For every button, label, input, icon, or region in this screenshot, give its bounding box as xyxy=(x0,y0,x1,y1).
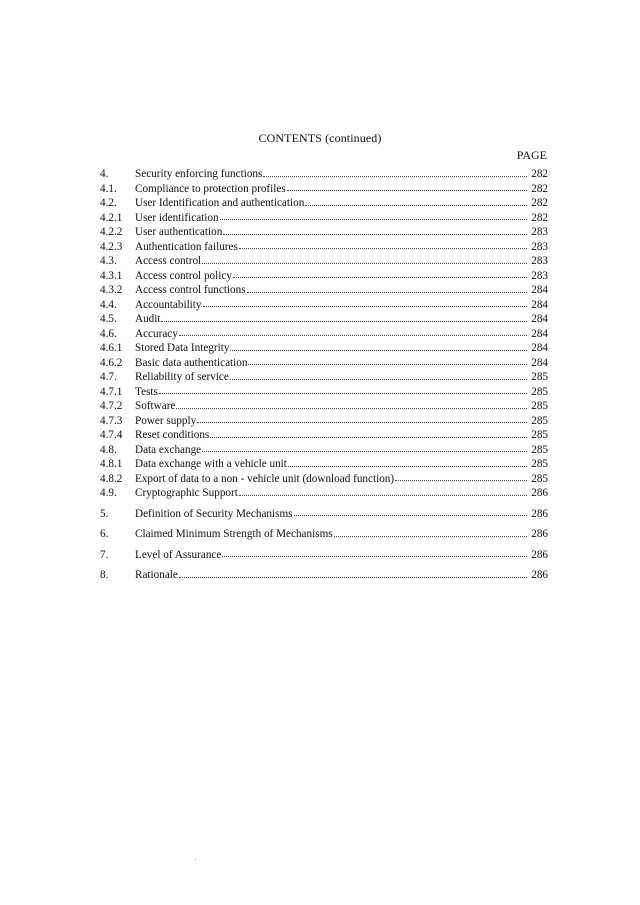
toc-page-number: 286 xyxy=(531,569,548,581)
toc-page-number: 285 xyxy=(531,458,548,470)
page-column-header: PAGE xyxy=(516,148,547,162)
page-title: CONTENTS (continued) xyxy=(258,131,382,145)
toc-page-number: 286 xyxy=(531,548,548,561)
toc-section-number: 4.1. xyxy=(100,182,117,195)
toc-page-number: 284 xyxy=(531,327,548,340)
toc-section-number: 4.2.1 xyxy=(100,211,123,224)
toc-dot-leader xyxy=(202,450,527,452)
toc-dot-leader xyxy=(197,421,527,423)
toc-row[interactable] xyxy=(100,486,548,501)
toc-section-number: 4. xyxy=(100,168,109,180)
toc-section-title: Stored Data Integrity xyxy=(135,342,230,354)
toc-page-number: 284 xyxy=(531,284,548,296)
toc-dot-leader xyxy=(176,407,527,409)
toc-row[interactable] xyxy=(100,240,548,255)
toc-section-title: Compliance to protection profiles xyxy=(135,182,286,195)
toc-dot-leader xyxy=(161,320,527,322)
toc-section-title: Data exchange with a vehicle unit xyxy=(135,458,287,470)
toc-section-title: Rationale xyxy=(135,569,178,581)
toc-section-number: 4.6.2 xyxy=(100,356,123,369)
toc-section-number: 6. xyxy=(100,528,109,540)
toc-row[interactable] xyxy=(100,414,548,429)
toc-section-number: 4.3.1 xyxy=(100,269,123,282)
toc-section-title: Definition of Security Mechanisms xyxy=(135,507,293,520)
toc-row[interactable] xyxy=(100,568,548,583)
toc-dot-leader xyxy=(288,465,527,467)
toc-row[interactable] xyxy=(100,167,548,182)
toc-row[interactable] xyxy=(100,548,548,563)
toc-section-title: Audit xyxy=(135,313,161,325)
toc-section-number: 4.3. xyxy=(100,255,117,267)
toc-dot-leader xyxy=(159,392,527,394)
toc-row[interactable] xyxy=(100,507,548,522)
toc-section-number: 4.7.1 xyxy=(100,385,123,398)
toc-page-number: 285 xyxy=(531,400,548,412)
toc-section-number: 4.2. xyxy=(100,197,117,209)
toc-section-title: Export of data to a non - vehicle unit (download function) xyxy=(135,472,395,485)
toc-row[interactable] xyxy=(100,341,548,356)
toc-section-title: Software xyxy=(135,400,176,412)
toc-page-number: 283 xyxy=(531,269,548,282)
toc-page-number: 283 xyxy=(531,240,548,253)
toc-section-number: 4.6.1 xyxy=(100,342,123,354)
toc-row[interactable] xyxy=(100,385,548,400)
toc-row[interactable] xyxy=(100,327,548,342)
toc-section-title: Level of Assurance xyxy=(135,548,222,561)
toc-dot-leader xyxy=(222,555,527,557)
toc-dot-leader xyxy=(202,262,527,264)
toc-section-title: Accountability xyxy=(135,298,202,311)
toc-section-number: 4.4. xyxy=(100,298,117,311)
toc-row[interactable] xyxy=(100,472,548,487)
scan-speck xyxy=(195,859,196,860)
toc-section-title: Tests xyxy=(135,385,158,398)
toc-section-title: Accuracy xyxy=(135,327,178,340)
toc-section-number: 4.3.2 xyxy=(100,284,123,296)
toc-section-number: 8. xyxy=(100,569,109,581)
toc-page-number: 286 xyxy=(531,528,548,540)
toc-section-number: 4.2.2 xyxy=(100,226,123,238)
toc-page-number: 284 xyxy=(531,356,548,369)
toc-dot-leader xyxy=(305,204,527,206)
toc-page-number: 286 xyxy=(531,487,548,499)
toc-section-title: User identification xyxy=(135,211,219,224)
toc-page-number: 285 xyxy=(531,371,548,383)
toc-section-number: 7. xyxy=(100,548,109,561)
toc-page-number: 284 xyxy=(531,342,548,354)
toc-row[interactable] xyxy=(100,370,548,385)
toc-section-number: 4.8. xyxy=(100,443,117,456)
toc-section-title: Claimed Minimum Strength of Mechanisms xyxy=(135,528,333,540)
toc-page-number: 282 xyxy=(531,197,548,209)
toc-page-number: 285 xyxy=(531,472,548,485)
toc-dot-leader xyxy=(230,349,527,351)
toc-row[interactable] xyxy=(100,457,548,472)
toc-row[interactable] xyxy=(100,428,548,443)
toc-page-number: 282 xyxy=(531,211,548,224)
toc-section-number: 4.6. xyxy=(100,327,117,340)
toc-section-title: Cryptographic Support xyxy=(135,487,238,499)
toc-row[interactable] xyxy=(100,298,548,313)
toc-section-title: Basic data authentication xyxy=(135,356,248,369)
toc-section-title: Data exchange xyxy=(135,443,202,456)
toc-section-title: Security enforcing functions xyxy=(135,168,263,180)
toc-row[interactable] xyxy=(100,527,548,542)
toc-page-number: 284 xyxy=(531,313,548,325)
toc-row[interactable] xyxy=(100,254,548,269)
toc-section-title: Reliability of service xyxy=(135,371,229,383)
toc-page-number: 285 xyxy=(531,414,548,427)
toc-row[interactable] xyxy=(100,399,548,414)
toc-page-number: 286 xyxy=(531,507,548,520)
toc-row[interactable] xyxy=(100,211,548,226)
toc-dot-leader xyxy=(179,334,527,336)
toc-row[interactable] xyxy=(100,269,548,284)
toc-section-title: Access control xyxy=(135,255,202,267)
toc-page-number: 284 xyxy=(531,298,548,311)
toc-section-number: 4.7. xyxy=(100,371,117,383)
toc-page-number: 285 xyxy=(531,443,548,456)
toc-dot-leader xyxy=(223,233,527,235)
toc-dot-leader xyxy=(248,363,527,365)
toc-row[interactable] xyxy=(100,356,548,371)
toc-dot-leader xyxy=(334,535,527,537)
toc-section-title: Access control functions xyxy=(135,284,246,296)
toc-section-title: Reset conditions xyxy=(135,429,210,441)
toc-section-title: Authentication failures xyxy=(135,240,238,253)
toc-dot-leader xyxy=(294,514,527,516)
toc-section-number: 4.7.4 xyxy=(100,429,123,441)
toc-section-number: 4.2.3 xyxy=(100,240,123,253)
toc-dot-leader xyxy=(210,436,527,438)
toc-page-number: 285 xyxy=(531,429,548,441)
toc-page-number: 282 xyxy=(531,168,548,180)
toc-page-number: 283 xyxy=(531,226,548,238)
toc-dot-leader xyxy=(220,218,527,220)
toc-section-number: 4.7.2 xyxy=(100,400,123,412)
toc-section-number: 4.8.1 xyxy=(100,458,123,470)
toc-section-title: User Identification and authentication xyxy=(135,197,305,209)
toc-row[interactable] xyxy=(100,283,548,298)
toc-section-title: Power supply xyxy=(135,414,197,427)
toc-row[interactable] xyxy=(100,196,548,211)
toc-section-number: 5. xyxy=(100,507,109,520)
toc-dot-leader xyxy=(247,291,527,293)
toc-section-number: 4.7.3 xyxy=(100,414,123,427)
toc-section-title: Access control policy xyxy=(135,269,232,282)
toc-section-number: 4.9. xyxy=(100,487,117,499)
table-of-contents xyxy=(100,167,548,583)
toc-row[interactable] xyxy=(100,182,548,197)
toc-dot-leader xyxy=(233,276,527,278)
toc-dot-leader xyxy=(395,479,527,481)
toc-row[interactable] xyxy=(100,225,548,240)
toc-dot-leader xyxy=(230,378,527,380)
toc-page-number: 283 xyxy=(531,255,548,267)
toc-section-number: 4.8.2 xyxy=(100,472,123,485)
toc-row[interactable] xyxy=(100,312,548,327)
toc-dot-leader xyxy=(239,494,527,496)
toc-row[interactable] xyxy=(100,443,548,458)
toc-dot-leader xyxy=(263,175,527,177)
toc-dot-leader xyxy=(203,305,528,307)
toc-dot-leader xyxy=(287,189,527,191)
toc-page-number: 282 xyxy=(531,182,548,195)
toc-section-number: 4.5. xyxy=(100,313,117,325)
toc-section-title: User authentication xyxy=(135,226,223,238)
toc-page-number: 285 xyxy=(531,385,548,398)
toc-dot-leader xyxy=(179,576,527,578)
toc-dot-leader xyxy=(239,247,527,249)
